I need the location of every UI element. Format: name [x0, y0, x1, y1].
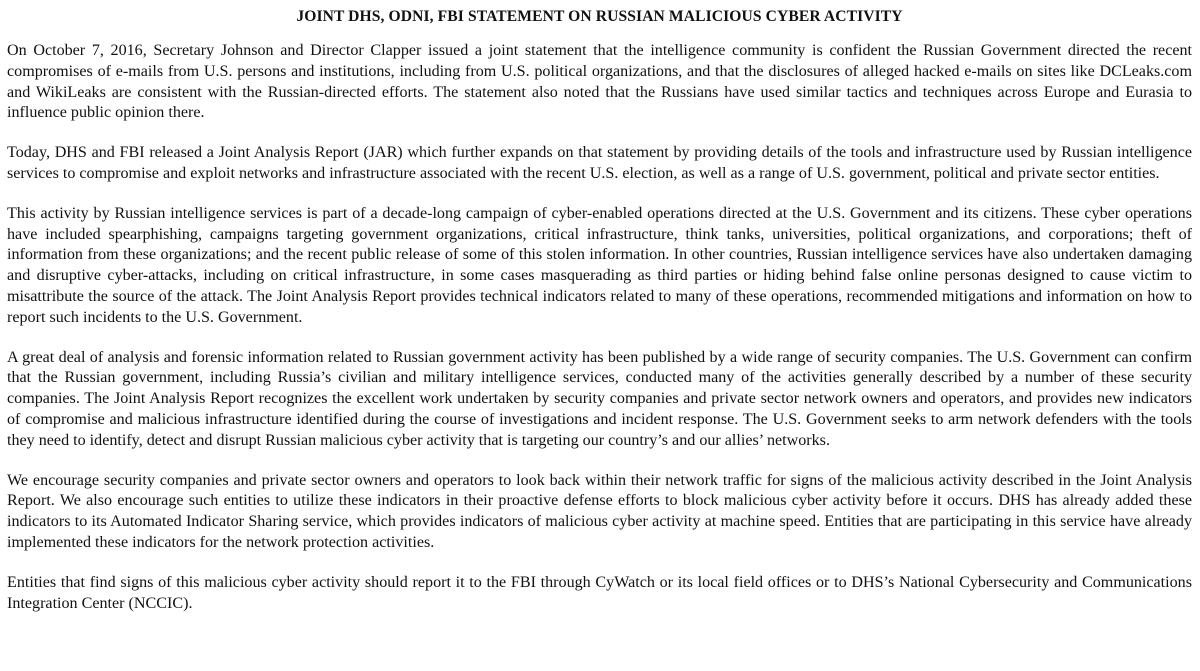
paragraph-security-companies: A great deal of analysis and forensic information related to Russian government activity has been published by a wide range of security companies. The U.S. Government can confirm that the Russian government, including Russia’s civilian and military intelligence services, conducted many of the activities generally described by a number of these security companies. The Joint Analysis Report recognizes the excellent work undertaken by security companies and private sector network owners and operators, and provides new indicators of compromise and malicious infrastructure identified during the course of investigations and incident response. The U.S. Government seeks to arm network defenders with the tools they need to identify, detect and disrupt Russian malicious cyber activity that is targeting our country’s and our allies’ networks. [7, 348, 1192, 449]
paragraph-encouragement: We encourage security companies and private sector owners and operators to look back within their network traffic for signs of the malicious activity described in the Joint Analysis Report. We also encourage such entities to utilize these indicators in their proactive defense efforts to block malicious cyber activity before it occurs. DHS has already added these indicators to its Automated Indicator Sharing service, which provides indicators of malicious cyber activity at machine speed. Entities that are participating in this service have already implemented these indicators for the network protection activities. [7, 471, 1192, 551]
paragraph-joint-analysis-report: Today, DHS and FBI released a Joint Analysis Report (JAR) which further expands on that statement by providing details of the tools and infrastructure used by Russian intelligence services to compromise and exploit networks and infrastructure associated with the recent U.S. election, as well as a range of U.S. government, political and private sector entities. [7, 144, 1192, 182]
paragraph-reporting: Entities that find signs of this malicious cyber activity should report it to the FBI through CyWatch or its local field offices or to DHS’s National Cybersecurity and Communications Integration Center (NCCIC). [7, 573, 1192, 612]
document-title: JOINT DHS, ODNI, FBI STATEMENT ON RUSSIAN MALICIOUS CYBER ACTIVITY [296, 8, 903, 25]
paragraph-october-statement: On October 7, 2016, Secretary Johnson and Director Clapper issued a joint statement that the intelligence community is confident the Russian Government directed the recent compromises of e-mails from U.S. persons and institutions, including from U.S. political organizations, and that the disclosures of alleged hacked e-mails on sites like DCLeaks.com and WikiLeaks are consistent with the Russian-directed efforts. The statement also noted that the Russians have used similar tactics and techniques across Europe and Eurasia to influence public opinion there. [7, 42, 1192, 122]
paragraph-campaign-description: This activity by Russian intelligence services is part of a decade-long campaign of cyber-enabled operations directed at the U.S. Government and its citizens. These cyber operations have included spearphishing, campaigns targeting government organizations, critical infrastructure, think tanks, universities, political organizations, and corporations; theft of information from these organizations; and the recent public release of some of this stolen information. In other countries, Russian intelligence services have also undertaken damaging and disruptive cyber-attacks, including on critical infrastructure, in some cases masquerading as third parties or hiding behind false online personas designed to cause victim to misattribute the source of the attack. The Joint Analysis Report provides technical indicators related to many of these operations, recommended mitigations and information on how to report such incidents to the U.S. Government. [7, 204, 1192, 326]
